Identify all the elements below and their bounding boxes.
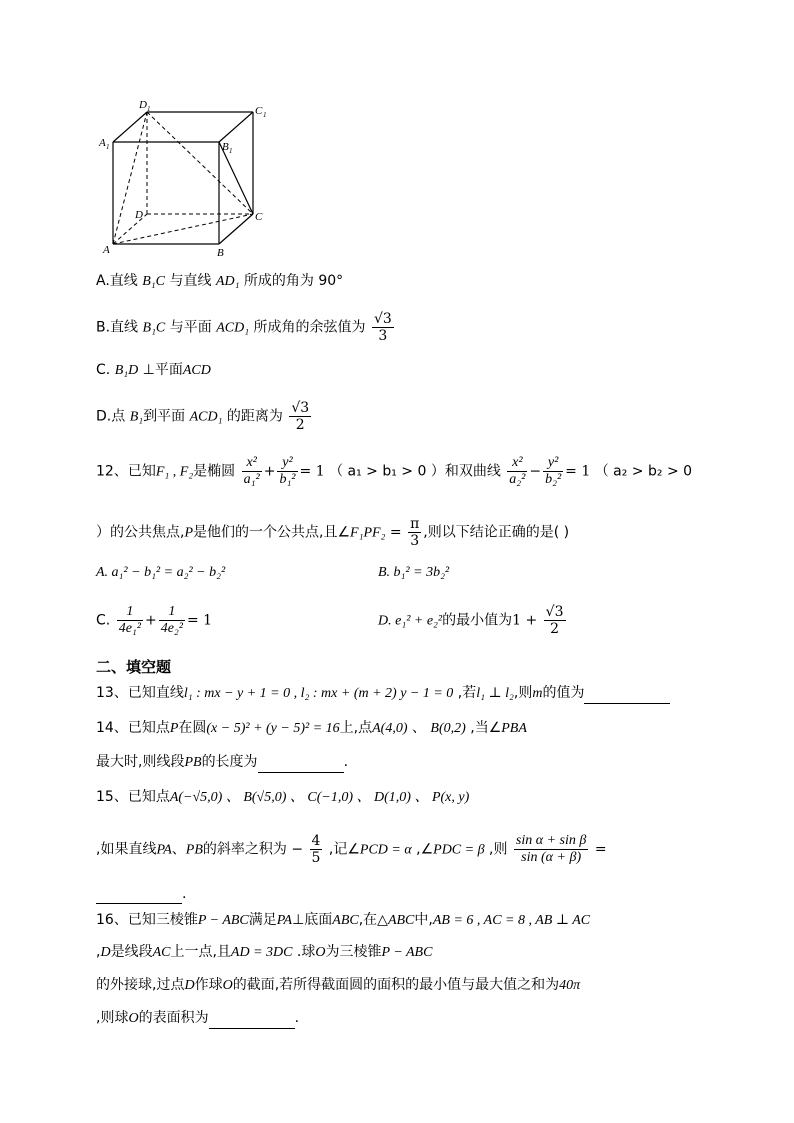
label-c: C (255, 211, 263, 223)
label-c1: C (255, 105, 263, 117)
q12-stem-line1: 12、已知F₁ , F₂是椭圆 $\frac{\text{x²}}{\text{a₁²}}$ + $\frac{\text{y²}}{\text{b₁²}}$ = 1 （ a₁ > b₁ > 0 ）和双曲线 $\frac{\text{x²}}{\text{a₂²}}$ − $\frac{\text{y²}}{\text{b₂²}}$ = 1 （ a₂ > b₂ > 0 (96, 455, 693, 487)
q13-answer-blank[interactable] (584, 689, 670, 704)
q12-option-a: A. a₁² − b₁² = a₂² − b₂² (96, 565, 226, 580)
q11-option-a: A.直线 B₁C 与直线 AD₁ 所成的角为 90° (96, 273, 344, 289)
q16-line4: ,则球O的表面积为 . (96, 1008, 299, 1029)
q16-answer-blank[interactable] (209, 1014, 295, 1029)
label-c1-sub: 1 (263, 111, 267, 119)
q15-line1: 15、已知点A(−√5,0) 、 B(√5,0) 、 C(−1,0) 、 D(1,0) 、 P(x, y) (96, 789, 470, 805)
q14-line2: 最大时,则线段PB的长度为 . (96, 752, 348, 773)
fraction-sqrt3-over-3: $\frac{√3}{3}$ (373, 311, 392, 344)
q12-option-b: B. b₁² = 3b₂² (378, 565, 450, 580)
fraction-sqrt3-over-2: $\frac{√3}{2}$ (291, 400, 310, 433)
q11-option-c: C. B₁D ⊥平面ACD (96, 362, 211, 378)
label-b: B (217, 247, 224, 259)
ellipse-frac-x: $\frac{\text{x²}}{\text{a₁²}}$ (243, 455, 260, 487)
label-d1: D (139, 99, 147, 111)
label-b1: B (222, 141, 229, 153)
section-title: 二、填空题 (96, 658, 172, 676)
label-a: A (103, 244, 110, 256)
frac-4-over-5: $\frac{4}{5}$ (311, 833, 321, 866)
q13: 13、已知直线l₁ : mx − y + 1 = 0 , l₂ : mx + (m + 2) y − 1 = 0 ,若l₁ ⊥ l₂,则m的值为 (96, 683, 670, 704)
q14-line1: 14、已知点P在圆(x − 5)² + (y − 5)² = 16上,点A(4,0) 、 B(0,2) ,当∠PBA (96, 720, 527, 736)
q12-option-d: D. e₁² + e₂²的最小值为1 + $\frac{√3}{2}$ (378, 604, 564, 637)
hyper-frac-x: $\frac{\text{x²}}{\text{a₂²}}$ (509, 455, 526, 487)
frac-1-over-4e2: $\frac{1}{\text{4e₂²}}$ (160, 604, 183, 636)
pi-over-3: $\frac{\pi}{3}$ (410, 516, 420, 549)
label-b1-sub: 1 (229, 147, 233, 155)
label-d1-sub: 1 (147, 105, 151, 113)
frac-sin-ratio: $\frac{\text{sin α + sin β}}{\sin (\alpha + \beta)}$ (515, 833, 587, 865)
q11-option-d: D.点 B₁到平面 ACD₁ 的距离为 $\frac{√3}{2}$ (96, 400, 310, 433)
q15-line3: . (96, 884, 186, 904)
q15-answer-blank[interactable] (96, 889, 182, 904)
q12-option-c: C. $\frac{1}{\text{4e₁²}}$ + $\frac{1}{\text{4e₂²}}$ = 1 (96, 604, 213, 636)
q11-option-b: B.直线 B₁C 与平面 ACD₁ 所成角的余弦值为 $\frac{√3}{3}$ (96, 311, 392, 344)
frac-sqrt3-over-2-d: $\frac{√3}{2}$ (545, 604, 564, 637)
frac-1-over-4e1: $\frac{1}{\text{4e₁²}}$ (118, 604, 141, 636)
hyper-frac-y: $\frac{\text{y²}}{\text{b₂²}}$ (545, 455, 562, 487)
cube-figure (95, 92, 275, 262)
label-a1-sub: 1 (106, 143, 110, 151)
q14-answer-blank[interactable] (258, 758, 344, 773)
label-a1: A (99, 137, 106, 149)
label-d: D (135, 209, 143, 221)
q16-line3: 的外接球,过点D作球O的截面,若所得截面圆的面积的最小值与最大值之和为40π (96, 977, 581, 993)
q12-stem-line2: ）的公共焦点,P是他们的一个公共点,且∠F₁PF₂ = $\frac{\pi}{3}$ ,则以下结论正确的是( ) (96, 516, 570, 549)
ellipse-frac-y: $\frac{\text{y²}}{\text{b₁²}}$ (279, 455, 296, 487)
q15-line2: ,如果直线PA、PB的斜率之积为 − $\frac{4}{5}$ ,记∠PCD = α ,∠PDC = β ,则 $\frac{\text{sin α + sin β}}{\sin (\alpha + \beta)}$ = (96, 833, 607, 866)
q16-line2: ,D是线段AC上一点,且AD = 3DC .球O为三棱锥P − ABC (96, 944, 433, 960)
q16-line1: 16、已知三棱锥P − ABC满足PA⊥底面ABC,在△ABC中,AB = 6 , AC = 8 , AB ⊥ AC (96, 912, 591, 928)
